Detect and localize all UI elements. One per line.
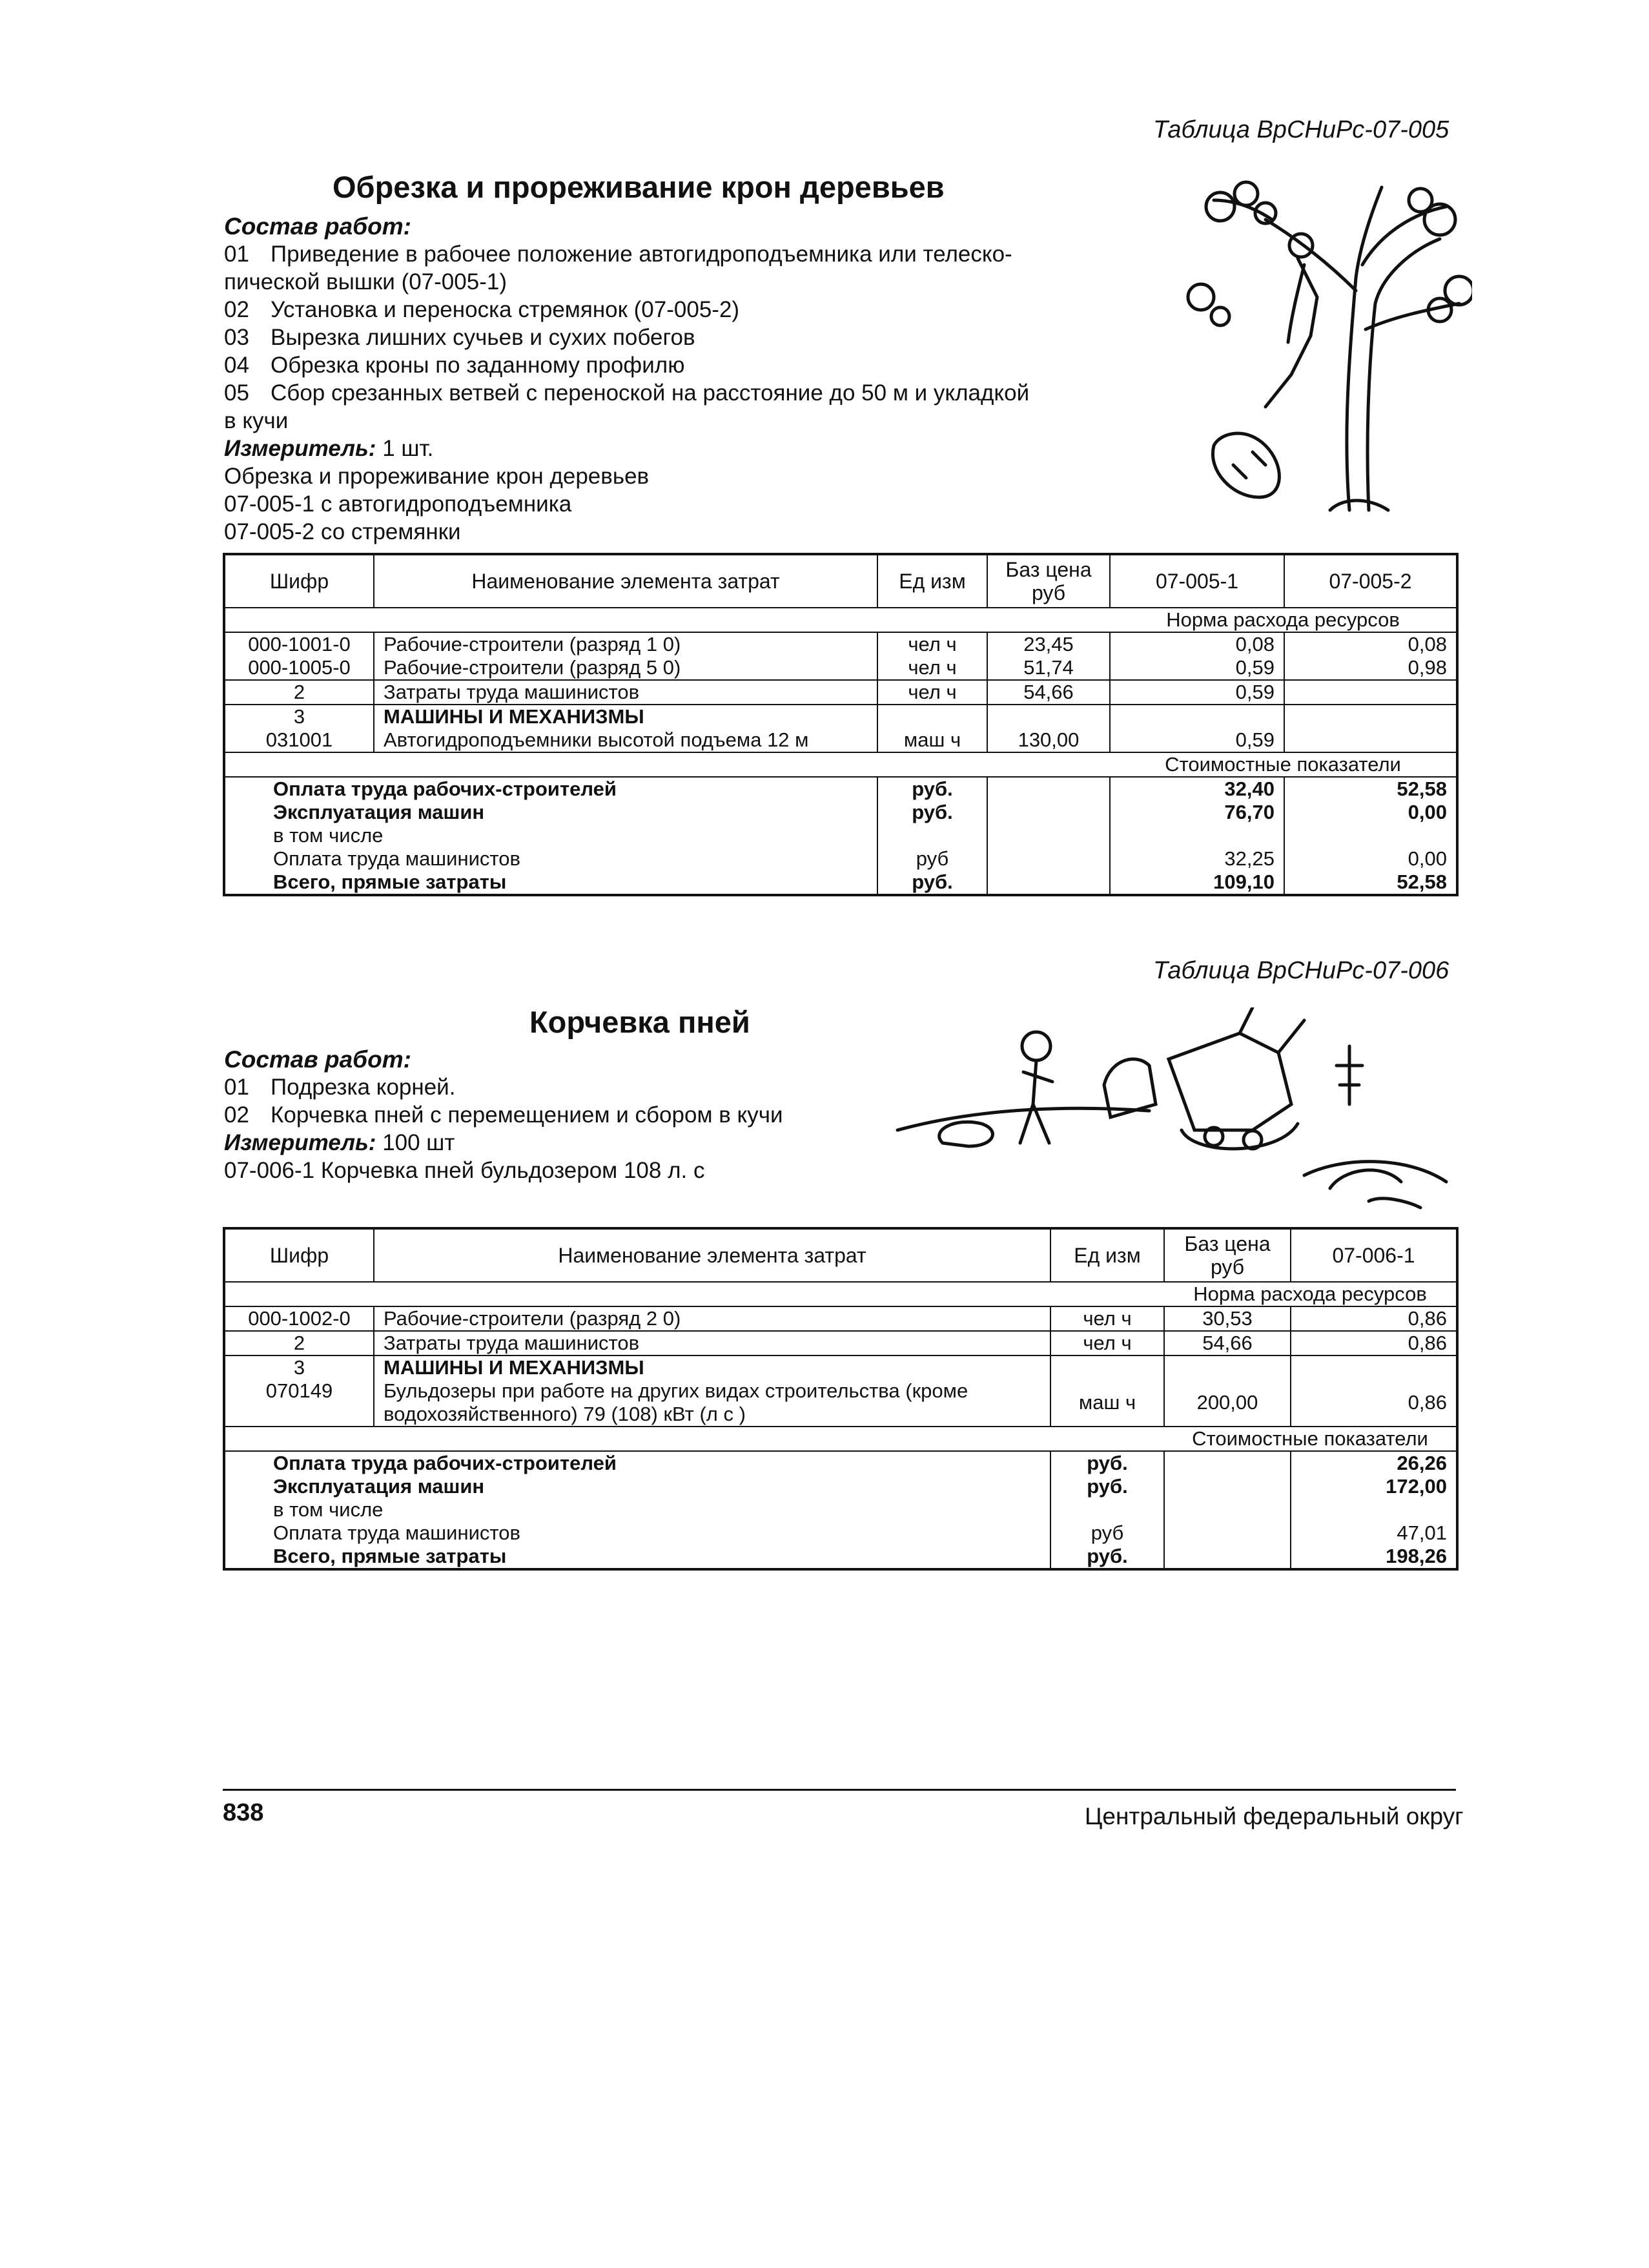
cell-price: 30,53 [1164,1306,1291,1331]
section-title-1: Обрезка и прореживание крон деревьев [333,170,945,204]
cell-c1: 0,86 [1291,1331,1457,1356]
work-list-1 [224,240,1029,546]
work-item: 03 Вырезка лишних сучьев и сухих побегов [224,325,695,350]
cost-c2: 52,58 [1284,871,1457,895]
cell-code: 000-1002-0 [224,1306,374,1331]
cost-c1: 198,26 [1291,1545,1457,1569]
cell-c2 [1284,680,1457,705]
measure-line: Измеритель: 1 шт. [224,436,434,461]
cell-c1: 0,59 [1110,656,1284,680]
cost-name: Оплата труда рабочих-строителей [224,777,877,801]
cost-label: Стоимостные показатели [1164,1427,1457,1451]
col-header-price: Баз цена руб [1164,1228,1291,1282]
work-item-cont: в кучи [224,408,289,433]
footer-divider [223,1789,1456,1791]
work-item-cont: пической вышки (07-005-1) [224,269,507,294]
cell-c2: 0,98 [1284,656,1457,680]
table-row [224,656,1457,680]
cell-name: МАШИНЫ И МЕХАНИЗМЫ [374,1356,1050,1379]
cost-c1: 172,00 [1291,1475,1457,1498]
work-item: 01 Подрезка корней. [224,1075,456,1100]
cost-row [224,1475,1457,1498]
work-heading-2: Состав работ: [224,1046,411,1073]
cost-name: Всего, прямые затраты [224,1545,1050,1569]
cost-label-row [224,752,1457,777]
cell-unit: чел ч [1050,1331,1164,1356]
col-header-name: Наименование элемента затрат [374,554,877,608]
cost-c1: 26,26 [1291,1451,1457,1475]
table-row [224,1331,1457,1356]
work-heading-1: Состав работ: [224,213,411,240]
cell-price: 51,74 [987,656,1110,680]
cost-unit: руб. [1050,1545,1164,1569]
cell-c2 [1284,728,1457,752]
cost-c1: 76,70 [1110,801,1284,824]
cost-row [224,1498,1457,1521]
cell-code: 070149 [224,1379,374,1427]
cell-code: 000-1005-0 [224,656,374,680]
work-list-2 [224,1073,783,1184]
cost-unit: руб. [877,871,987,895]
table-row [224,1379,1457,1427]
cell-unit: маш ч [877,728,987,752]
cost-name: Эксплуатация машин [224,1475,1050,1498]
cost-name: Всего, прямые затраты [224,871,877,895]
cell-name: МАШИНЫ И МЕХАНИЗМЫ [374,705,877,728]
cell-name: Автогидроподъемники высотой подъема 12 м [374,728,877,752]
cost-name: в том числе [224,1498,1050,1521]
cost-label-row [224,1427,1457,1451]
col-header-c1: 07-006-1 [1291,1228,1457,1282]
cell-price: 130,00 [987,728,1110,752]
bulldozer-illustration [891,1007,1459,1214]
norm-label: Норма расхода ресурсов [1110,608,1457,632]
work-item: 04 Обрезка кроны по заданному профилю [224,353,685,378]
desc-line: Обрезка и прореживание крон деревьев [224,464,650,489]
cell-code: 000-1001-0 [224,632,374,656]
cell-name: Рабочие-строители (разряд 1 0) [374,632,877,656]
cost-row [224,1545,1457,1569]
norm-row [224,1282,1457,1306]
work-item: 02 Корчевка пней с перемещением и сбором в кучи [224,1102,783,1128]
variant-line: 07-005-2 со стремянки [224,519,461,544]
variant-line: 07-006-1 Корчевка пней бульдозером 108 л. с [224,1158,705,1183]
section-title-2: Корчевка пней [529,1005,750,1039]
measure-line: Измеритель: 100 шт [224,1130,455,1155]
cell-price: 200,00 [1164,1379,1291,1427]
cost-unit: руб. [1050,1451,1164,1475]
cell-price: 54,66 [987,680,1110,705]
cell-code: 3 [224,1356,374,1379]
norm-row [224,608,1457,632]
table-row [224,632,1457,656]
cell-c1: 0,08 [1110,632,1284,656]
cost-name: Оплата труда рабочих-строителей [224,1451,1050,1475]
cost-row [224,777,1457,801]
tree-trimming-illustration [1136,161,1472,523]
cell-code: 2 [224,1331,374,1356]
cost-c2: 0,00 [1284,847,1457,871]
col-header-c2: 07-005-2 [1284,554,1457,608]
table-row [224,680,1457,705]
cell-c1: 0,59 [1110,680,1284,705]
cost-row [224,801,1457,824]
col-header-c1: 07-005-1 [1110,554,1284,608]
table-row [224,1306,1457,1331]
cost-c1: 109,10 [1110,871,1284,895]
cost-name: в том числе [224,824,877,847]
cell-code: 031001 [224,728,374,752]
cost-c1: 32,25 [1110,847,1284,871]
cell-name: Бульдозеры при работе на других видах строительства (кроме водохозяйственного) 79 (108) кВт (л с ) [374,1379,1050,1427]
cost-name: Оплата труда машинистов [224,847,877,871]
cost-row [224,871,1457,895]
cost-row [224,847,1457,871]
resource-table-1 [223,553,1459,896]
cost-name: Эксплуатация машин [224,801,877,824]
table-header-row [224,554,1457,608]
col-header-unit: Ед изм [877,554,987,608]
table-row [224,705,1457,728]
cell-c1: 0,86 [1291,1306,1457,1331]
cell-c2: 0,08 [1284,632,1457,656]
cell-unit: чел ч [877,680,987,705]
cost-c2: 52,58 [1284,777,1457,801]
cost-c1: 32,40 [1110,777,1284,801]
cell-price: 23,45 [987,632,1110,656]
cost-label: Стоимостные показатели [1110,752,1457,777]
cell-name: Затраты труда машинистов [374,1331,1050,1356]
cell-code: 3 [224,705,374,728]
page-number: 838 [223,1799,264,1826]
cell-name: Затраты труда машинистов [374,680,877,705]
cost-unit: руб [877,847,987,871]
table-row [224,728,1457,752]
work-item: 02 Установка и переноска стремянок (07-005-2) [224,297,740,322]
cost-name: Оплата труда машинистов [224,1521,1050,1545]
table-tag-2: Таблица ВрСНиРс-07-006 [1153,957,1449,984]
cost-row [224,824,1457,847]
cost-unit: руб. [877,801,987,824]
cost-row [224,1521,1457,1545]
variant-line: 07-005-1 с автогидроподъемника [224,491,572,517]
cell-unit: чел ч [1050,1306,1164,1331]
footer-region: Центральный федеральный округ [1085,1803,1464,1830]
cell-c1: 0,59 [1110,728,1284,752]
cell-c1: 0,86 [1291,1379,1457,1427]
cost-unit: руб [1050,1521,1164,1545]
cell-unit: маш ч [1050,1379,1164,1427]
col-header-unit: Ед изм [1050,1228,1164,1282]
col-header-code: Шифр [224,554,374,608]
cell-name: Рабочие-строители (разряд 5 0) [374,656,877,680]
cell-name: Рабочие-строители (разряд 2 0) [374,1306,1050,1331]
cost-unit: руб. [1050,1475,1164,1498]
cell-unit: чел ч [877,656,987,680]
cost-c2: 0,00 [1284,801,1457,824]
cell-price: 54,66 [1164,1331,1291,1356]
table-tag-1: Таблица ВрСНиРс-07-005 [1153,116,1449,143]
work-item: 01 Приведение в рабочее положение автогидроподъемника или телеско- [224,242,1012,267]
cell-code: 2 [224,680,374,705]
cost-unit: руб. [877,777,987,801]
cost-c1: 47,01 [1291,1521,1457,1545]
table-header-row [224,1228,1457,1282]
table-row [224,1356,1457,1379]
col-header-name: Наименование элемента затрат [374,1228,1050,1282]
work-item: 05 Сбор срезанных ветвей с переноской на расстояние до 50 м и укладкой [224,380,1030,406]
norm-label: Норма расхода ресурсов [1164,1282,1457,1306]
cost-row [224,1451,1457,1475]
col-header-code: Шифр [224,1228,374,1282]
cell-unit: чел ч [877,632,987,656]
col-header-price: Баз цена руб [987,554,1110,608]
resource-table-2 [223,1227,1459,1571]
